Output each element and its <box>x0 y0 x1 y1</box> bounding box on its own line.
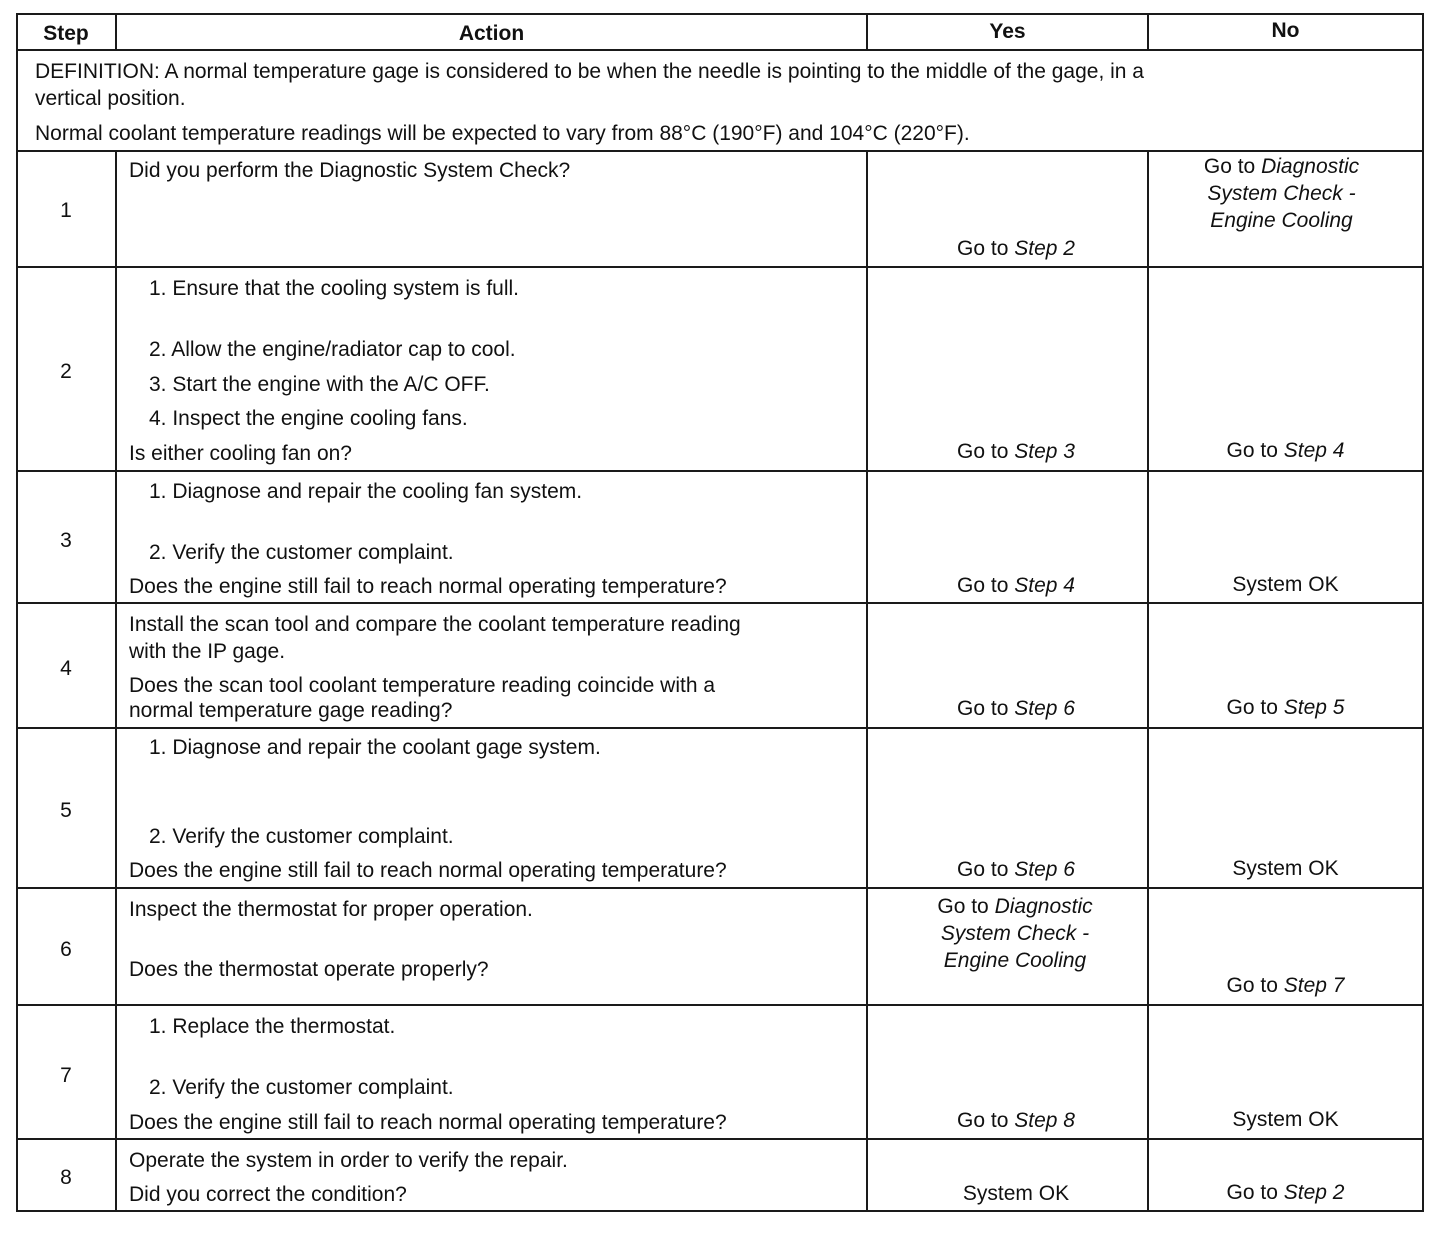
yes-cell: Go to Diagnostic System Check - Engine Cooling <box>937 895 1093 972</box>
no-cell: Go to Step 7 <box>1226 974 1345 997</box>
action-item: 4. Inspect the engine cooling fans. <box>149 407 468 430</box>
rule <box>16 1210 1424 1212</box>
rule <box>1147 150 1149 1212</box>
step-number: 6 <box>60 938 72 961</box>
no-cell: Go to Step 2 <box>1226 1181 1345 1204</box>
step-number: 2 <box>60 360 72 383</box>
action-item: 2. Verify the customer complaint. <box>149 825 454 848</box>
no-cell: System OK <box>1232 1108 1339 1131</box>
rule <box>16 1138 1424 1140</box>
yes-cell: Go to Step 8 <box>957 1109 1075 1132</box>
yes-cell: Go to Step 6 <box>957 697 1075 720</box>
action-item: 1. Replace the thermostat. <box>149 1015 396 1038</box>
header-step: Step <box>43 22 89 45</box>
rule <box>16 13 18 1212</box>
step-number: 8 <box>60 1166 72 1189</box>
action-text: Install the scan tool and compare the coolant temperature reading <box>129 613 741 636</box>
action-item: 1. Diagnose and repair the cooling fan system. <box>149 480 583 503</box>
action-question: normal temperature gage reading? <box>129 699 453 722</box>
rule <box>16 49 1424 51</box>
step-number: 4 <box>60 657 72 680</box>
rule <box>16 266 1424 268</box>
yes-cell: Go to Step 3 <box>957 440 1075 463</box>
step-number: 1 <box>60 199 72 222</box>
rule <box>1422 13 1424 1212</box>
rule <box>16 470 1424 472</box>
yes-cell: System OK <box>962 1182 1070 1205</box>
yes-cell: Go to Step 2 <box>957 237 1075 260</box>
action-item: 2. Allow the engine/radiator cap to cool. <box>149 338 516 361</box>
rule <box>16 727 1424 729</box>
no-cell: Go to Diagnostic System Check - Engine Cooling <box>1203 155 1360 232</box>
action-text: Operate the system in order to verify the repair. <box>129 1149 568 1172</box>
action-item: 1. Ensure that the cooling system is full. <box>149 277 520 300</box>
action-question: Does the scan tool coolant temperature reading coincide with a <box>129 674 716 697</box>
action-question: Is either cooling fan on? <box>129 442 352 465</box>
rule <box>16 1004 1424 1006</box>
rule <box>115 150 117 1212</box>
step-number: 7 <box>60 1064 72 1087</box>
header-action: Action <box>458 22 525 45</box>
header-no: No <box>1271 19 1300 42</box>
step-number: 5 <box>60 799 72 822</box>
action-text: Did you perform the Diagnostic System Check? <box>129 159 571 182</box>
rule <box>866 150 868 1212</box>
rule <box>16 887 1424 889</box>
action-item: 2. Verify the customer complaint. <box>149 1076 454 1099</box>
action-question: Does the engine still fail to reach normal operating temperature? <box>129 1111 727 1134</box>
action-question: Does the engine still fail to reach normal operating temperature? <box>129 859 727 882</box>
rule <box>16 13 1424 15</box>
action-question: Did you correct the condition? <box>129 1183 407 1206</box>
yes-cell: Go to Step 4 <box>957 574 1075 597</box>
no-cell: System OK <box>1232 857 1339 880</box>
action-question: Does the engine still fail to reach normal operating temperature? <box>129 575 727 598</box>
definition-line-3: Normal coolant temperature readings will be expected to vary from 88°C (190°F) and 104°C (220°F). <box>35 122 970 145</box>
header-yes: Yes <box>989 20 1026 43</box>
no-cell: System OK <box>1232 573 1339 596</box>
action-item: 3. Start the engine with the A/C OFF. <box>149 373 490 396</box>
action-question: Does the thermostat operate properly? <box>129 958 489 981</box>
action-text: Inspect the thermostat for proper operation. <box>129 898 533 921</box>
step-number: 3 <box>60 529 72 552</box>
no-cell: Go to Step 4 <box>1226 439 1345 462</box>
rule <box>16 602 1424 604</box>
action-item: 2. Verify the customer complaint. <box>149 541 454 564</box>
yes-cell: Go to Step 6 <box>957 858 1075 881</box>
action-text: with the IP gage. <box>129 640 286 663</box>
no-cell: Go to Step 5 <box>1226 696 1345 719</box>
definition-line-2: vertical position. <box>35 87 186 110</box>
action-item: 1. Diagnose and repair the coolant gage system. <box>149 736 601 759</box>
definition-line-1: DEFINITION: A normal temperature gage is considered to be when the needle is pointing to the middle of the gage, in a <box>35 60 1144 83</box>
rule <box>16 150 1424 152</box>
